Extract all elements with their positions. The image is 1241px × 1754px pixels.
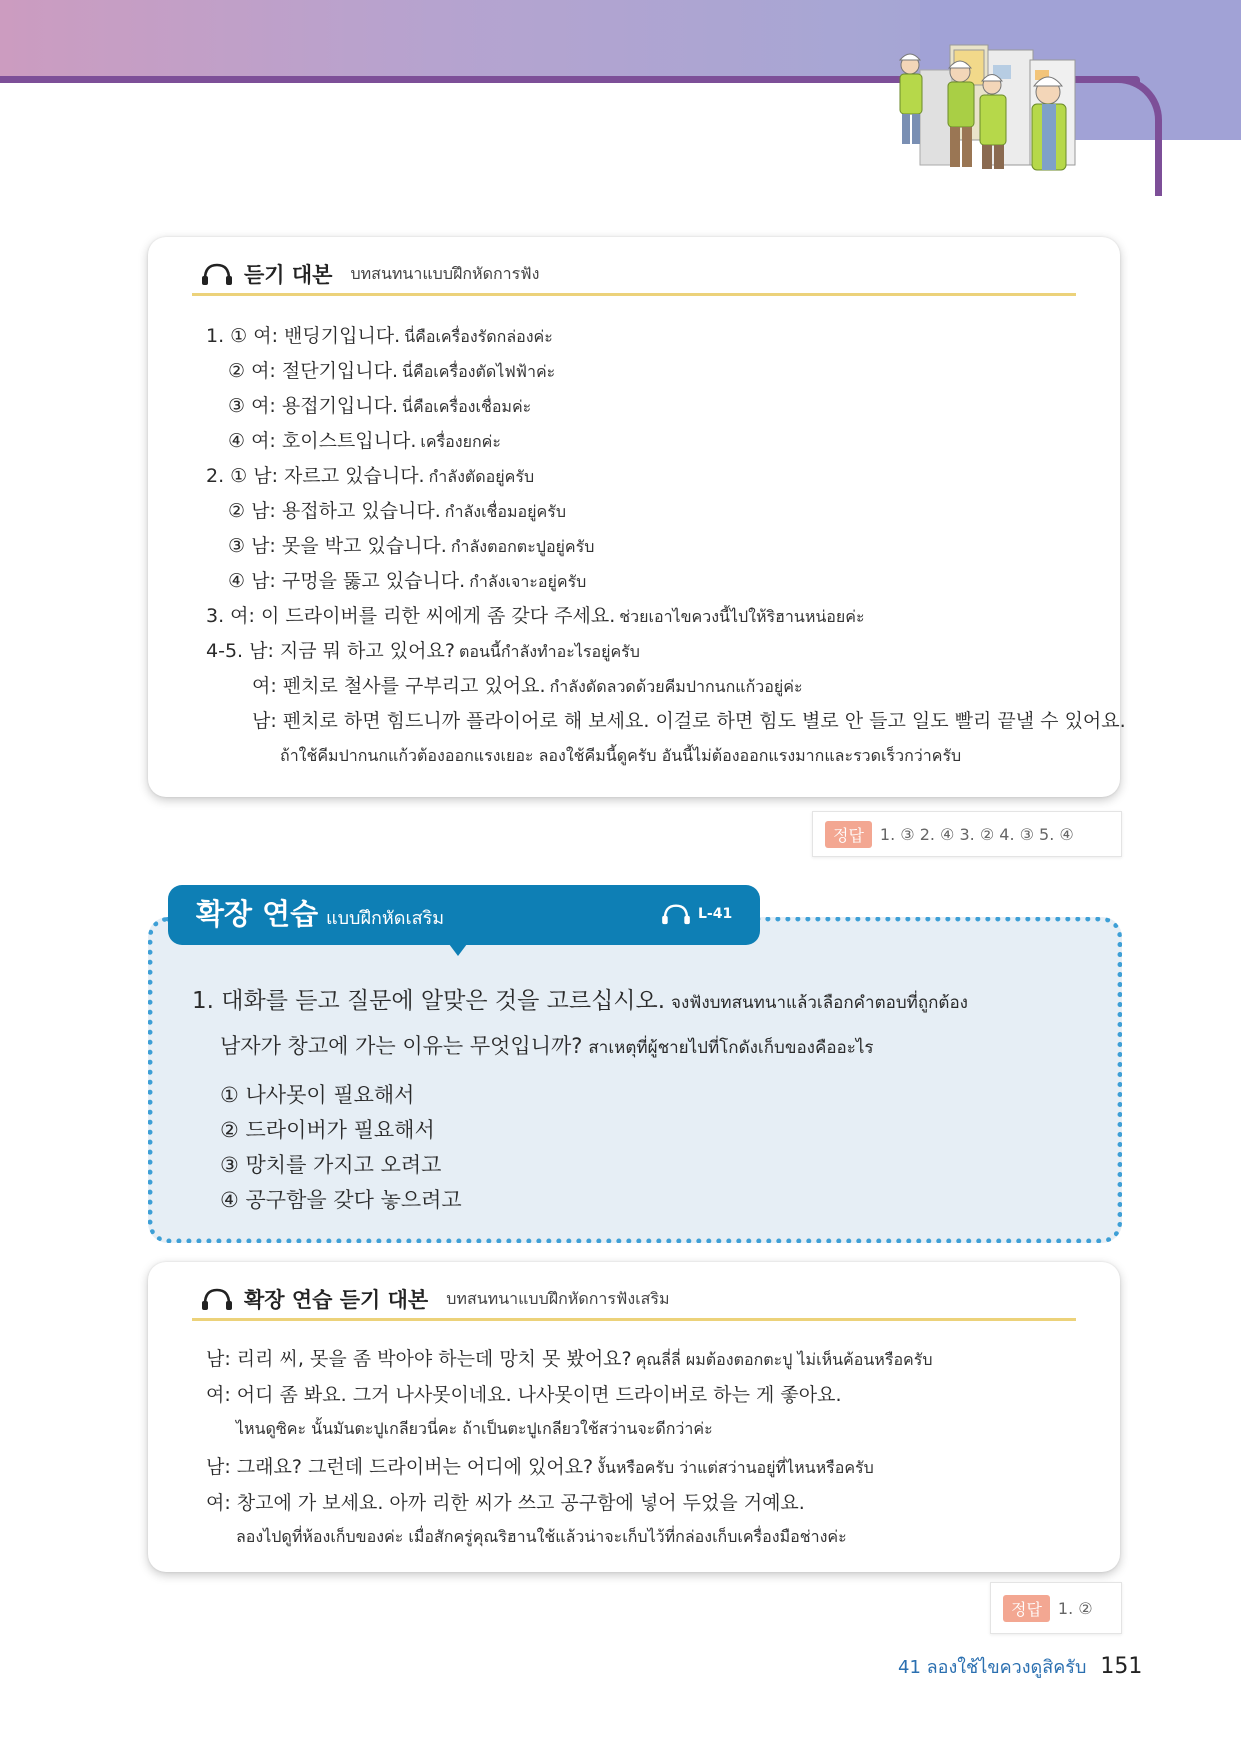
workers-illustration [880, 40, 1095, 190]
script-line: ② 남: 용접하고 있습니다. กำลังเชื่อมอยู่ครับ [228, 500, 566, 522]
chapter-title: 41 ลองใช้ไขควงดูสิครับ [898, 1657, 1087, 1678]
header-divider-curve [1100, 76, 1162, 196]
script-line: 남: 리리 씨, 못을 좀 박아야 하는데 망치 못 봤어요? คุณลี่ลี่ ผมต้องตอกตะปู ไม่เห็นค้อนหรือครับ [206, 1348, 933, 1370]
script-line: ไหนดูซิคะ นั้นมันตะปูเกลียวนี่คะ ถ้าเป็นตะปูเกลียวใช้สว่านจะดีกว่าค่ะ [236, 1419, 713, 1438]
script-line: 2. ① 남: 자르고 있습니다. กำลังตัดอยู่ครับ [206, 465, 535, 487]
extended-script-rule [192, 1318, 1076, 1321]
script-line: 3. 여: 이 드라이버를 리한 씨에게 좀 갖다 주세요. ช่วยเอาไขควงนี้ไปให้ริฮานหน่อยค่ะ [206, 605, 865, 627]
extended-script-header [200, 1284, 670, 1314]
script-line: 여: 창고에 가 보세요. 아까 리한 씨가 쓰고 공구함에 넣어 두었을 거예요. [206, 1492, 805, 1514]
answer-text: 1. ② [1057, 1598, 1093, 1618]
answer-text: 1. ③ 2. ④ 3. ② 4. ③ 5. ④ [879, 824, 1074, 844]
page-footer [898, 1652, 1142, 1681]
script-line: ③ 남: 못을 박고 있습니다. กำลังตอกตะปูอยู่ครับ [228, 535, 595, 557]
script-line: ④ 남: 구멍을 뚫고 있습니다. กำลังเจาะอยู่ครับ [228, 570, 587, 592]
page-number: 151 [1100, 1654, 1143, 1679]
practice-question: 남자가 창고에 가는 이유는 무엇입니까? สาเหตุที่ผู้ชายไปที่โกดังเก็บของคืออะไร [220, 1034, 874, 1058]
script-line: 남: 그래요? 그런데 드라이버는 어디에 있어요? งั้นหรือครับ ว่าแต่สว่านอยู่ที่ไหนหรือครับ [206, 1456, 874, 1478]
practice-subtitle: แบบฝึกหัดเสริม [326, 908, 445, 929]
practice-instruction: 1. 대화를 듣고 질문에 알맞은 것을 고르십시오. จงฟังบทสนทนาแล้วเลือกคำตอบที่ถูกต้อง [192, 988, 968, 1014]
listening-script-rule [192, 293, 1076, 296]
script-line: 여: 어디 좀 봐요. 그거 나사못이네요. 나사못이면 드라이버로 하는 게 좋아요. [206, 1384, 842, 1406]
script-line: ② 여: 절단기입니다. นี่คือเครื่องตัดไฟฟ้าค่ะ [228, 360, 556, 382]
answer-option[interactable]: ④ 공구함을 갖다 놓으려고 [220, 1188, 462, 1212]
headphones-icon [660, 902, 692, 926]
headphones-icon [200, 261, 234, 287]
audio-track-label: L-41 [698, 906, 733, 922]
listening-script-title: 듣기 대본 [244, 263, 333, 287]
answer-badge: 정답 [1003, 1595, 1050, 1622]
answer-option[interactable]: ① 나사못이 필요해서 [220, 1083, 415, 1107]
script-line: ลองไปดูที่ห้องเก็บของค่ะ เมื่อสักครู่คุณริฮานใช้แล้วน่าจะเก็บไว้ที่กล่องเก็บเครื่องมือช่างค่ะ [236, 1527, 847, 1546]
answer-badge: 정답 [825, 821, 872, 848]
audio-track-button[interactable] [660, 902, 732, 926]
script-line: 남: 펜치로 하면 힘드니까 플라이어로 해 보세요. 이걸로 하면 힘도 별로 안 들고 일도 빨리 끝낼 수 있어요. [252, 710, 1126, 732]
script-line: 1. ① 여: 밴딩기입니다. นี่คือเครื่องรัดกล่องค่ะ [206, 325, 553, 347]
extended-script-subtitle: บทสนทนาแบบฝึกหัดการฟังเสริม [446, 1288, 670, 1308]
script-line: ④ 여: 호이스트입니다. เครื่องยกค่ะ [228, 430, 501, 452]
answer-option[interactable]: ③ 망치를 가지고 오려고 [220, 1153, 442, 1177]
listening-script-header [200, 259, 539, 289]
headphones-icon [200, 1286, 234, 1312]
practice-title: 확장 연습 [196, 897, 319, 931]
listening-script-subtitle: บทสนทนาแบบฝึกหัดการฟัง [350, 263, 540, 283]
extended-script-title: 확장 연습 듣기 대본 [244, 1288, 429, 1312]
answer-option[interactable]: ② 드라이버가 필요해서 [220, 1118, 435, 1142]
answer-key-box [990, 1582, 1122, 1634]
script-line: 여: 펜치로 철사를 구부리고 있어요. กำลังดัดลวดด้วยคีมปากนกแก้วอยู่ค่ะ [252, 675, 803, 697]
answer-key-box [812, 811, 1122, 857]
extended-script-card [148, 1262, 1120, 1572]
script-line: 4-5. 남: 지금 뭐 하고 있어요? ตอนนี้กำลังทำอะไรอยู่ครับ [206, 640, 640, 662]
script-line: ถ้าใช้คีมปากนกแก้วต้องออกแรงเยอะ ลองใช้คีมนี้ดูครับ อันนี้ไม่ต้องออกแรงมากและรวดเร็วกว่าครับ [280, 746, 962, 765]
listening-script-card [148, 237, 1126, 797]
practice-tab-pointer [446, 940, 470, 956]
script-line: ③ 여: 용접기입니다. นี่คือเครื่องเชื่อมค่ะ [228, 395, 532, 417]
